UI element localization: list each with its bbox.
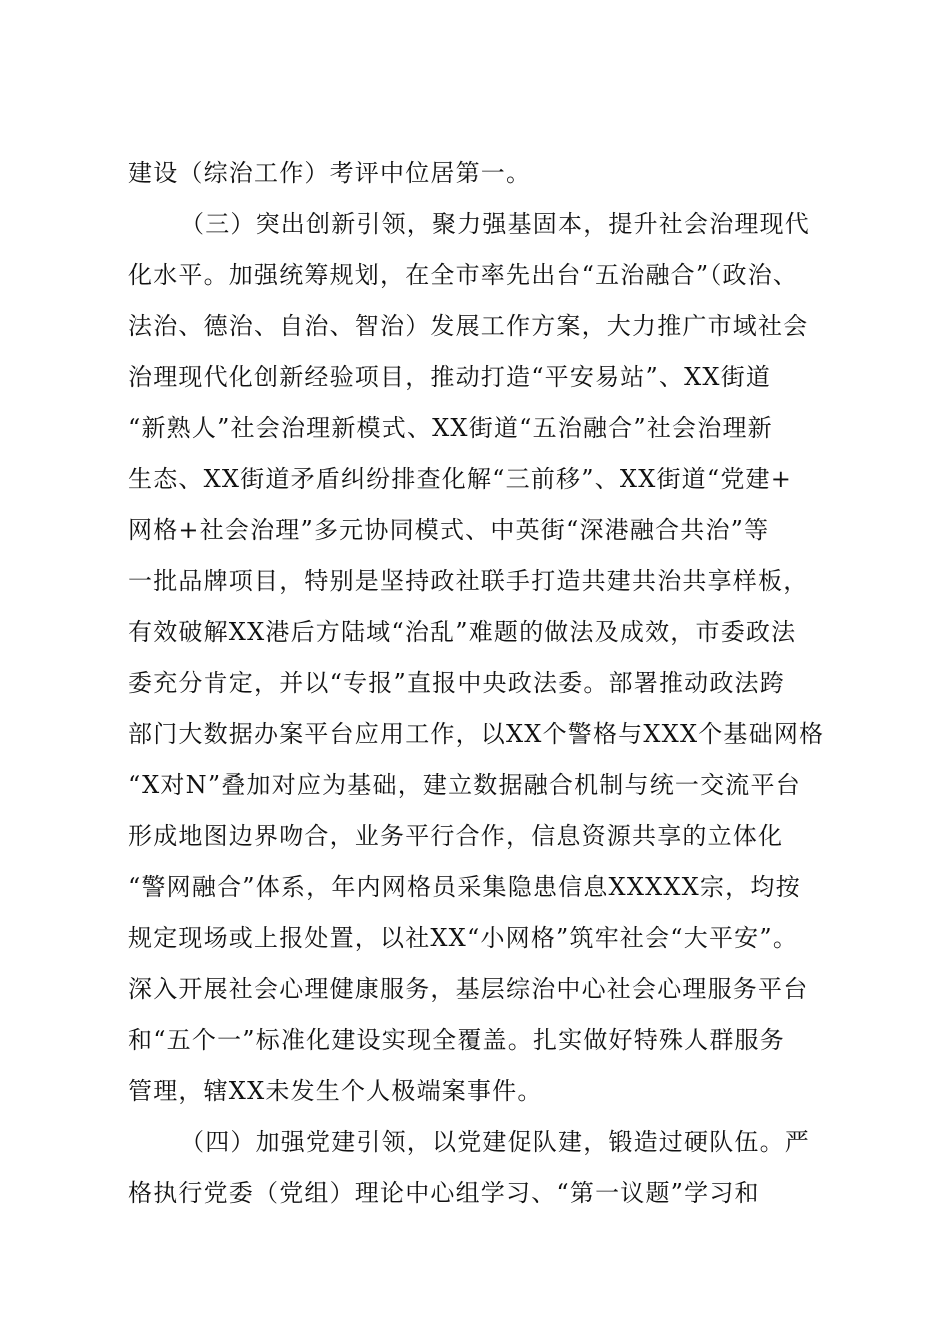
text-line: 和“五个一”标准化建设实现全覆盖。扎实做好特殊人群服务 bbox=[128, 1026, 785, 1054]
text-line: “警网融合”体系，年内网格员采集隐患信息XXXXX宗，均按 bbox=[128, 873, 801, 901]
section-heading-line: （三）突出创新引领，聚力强基固本，提升社会治理现代 bbox=[180, 210, 810, 238]
text-line: 化水平。加强统筹规划，在全市率先出台“五治融合”（政治、 bbox=[128, 261, 799, 289]
text-line: “新熟人”社会治理新模式、XX街道“五治融合”社会治理新 bbox=[128, 414, 773, 442]
text-line: 建设（综治工作）考评中位居第一。 bbox=[128, 159, 532, 187]
text-line: 格执行党委（党组）理论中心组学习、“第一议题”学习和 bbox=[128, 1179, 760, 1207]
text-line: 治理现代化创新经验项目，推动打造“平安易站”、XX街道 bbox=[128, 363, 772, 391]
text-line: 委充分肯定，并以“专报”直报中央政法委。部署推动政法跨 bbox=[128, 669, 785, 697]
text-line: 法治、德治、自治、智治）发展工作方案，大力推广市域社会 bbox=[128, 312, 809, 340]
text-line: 形成地图边界吻合，业务平行合作，信息资源共享的立体化 bbox=[128, 822, 784, 850]
text-line: 部门大数据办案平台应用工作，以XX个警格与XXX个基础网格 bbox=[128, 720, 825, 748]
text-line: 有效破解XX港后方陆域“治乱”难题的做法及成效，市委政法 bbox=[128, 618, 797, 646]
text-line: “X对N”叠加对应为基础，建立数据融合机制与统一交流平台 bbox=[128, 771, 801, 799]
text-line: 网格+社会治理”多元协同模式、中英街“深港融合共治”等 bbox=[128, 516, 770, 544]
section-heading-line: （四）加强党建引领，以党建促队建，锻造过硬队伍。严 bbox=[180, 1128, 810, 1156]
text-line: 规定现场或上报处置，以社XX“小网格”筑牢社会“大平安”。 bbox=[128, 924, 799, 952]
text-line: 深入开展社会心理健康服务，基层综治中心社会心理服务平台 bbox=[128, 975, 809, 1003]
text-line: 生态、XX街道矛盾纠纷排查化解“三前移”、XX街道“党建+ bbox=[128, 465, 793, 493]
text-line: 一批品牌项目，特别是坚持政社联手打造共建共治共享样板， bbox=[128, 567, 809, 595]
text-line: 管理，辖XX未发生个人极端案事件。 bbox=[128, 1077, 543, 1105]
